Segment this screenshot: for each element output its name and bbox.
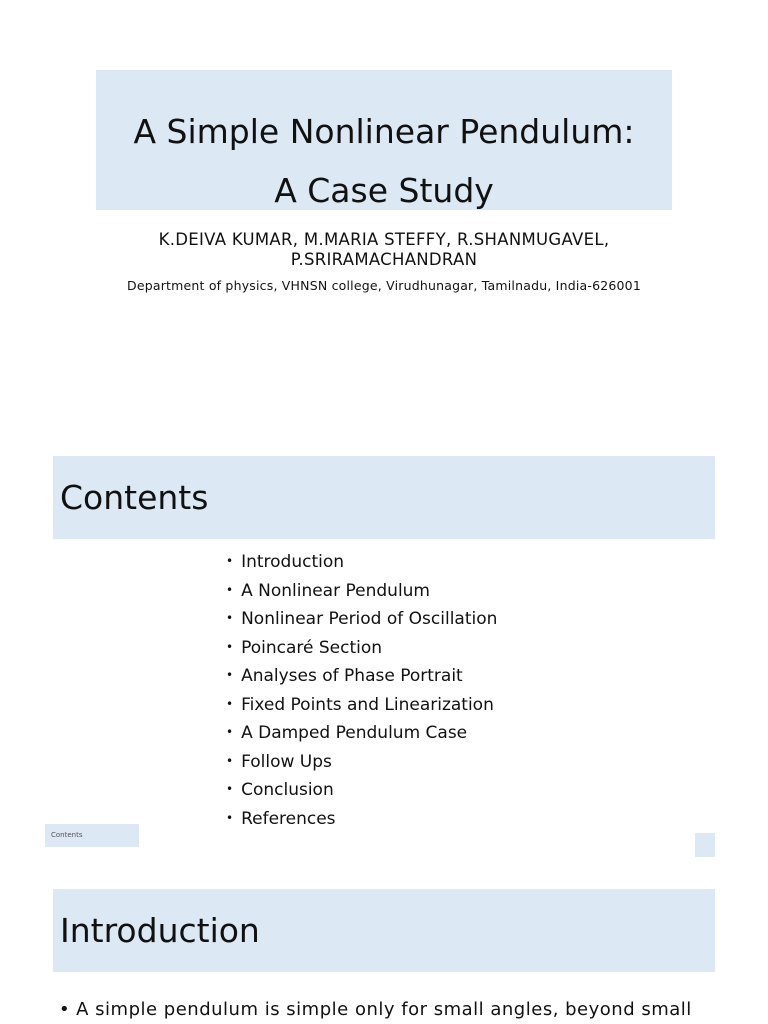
contents-list (226, 548, 497, 833)
contents-item: • A Damped Pendulum Case (226, 719, 497, 748)
affiliation: Department of physics, VHNSN college, Virudhunagar, Tamilnadu, India-626001 (127, 278, 641, 293)
contents-item: • Poincaré Section (226, 634, 497, 663)
contents-item: • References (226, 805, 497, 834)
slide-number-box (695, 833, 715, 857)
contents-heading-bar (53, 456, 715, 539)
contents-item: • Introduction (226, 548, 497, 577)
authors-line-1: K.DEIVA KUMAR, M.MARIA STEFFY, R.SHANMUGAVEL, (158, 230, 610, 249)
introduction-heading-bar (53, 889, 715, 972)
title-box (96, 70, 672, 210)
introduction-heading: Introduction (60, 911, 260, 950)
contents-item: • Nonlinear Period of Oscillation (226, 605, 497, 634)
contents-heading: Contents (60, 478, 209, 517)
slide-title-line-2: A Case Study (274, 171, 494, 210)
authors-line-2: P.SRIRAMACHANDRAN (290, 250, 478, 269)
contents-item: • Follow Ups (226, 748, 497, 777)
authors (96, 230, 672, 270)
slide-title-line-1: A Simple Nonlinear Pendulum: (133, 112, 635, 151)
slide-footer-label: Contents (45, 824, 139, 847)
contents-item: • Conclusion (226, 776, 497, 805)
contents-item: • A Nonlinear Pendulum (226, 577, 497, 606)
contents-item: • Fixed Points and Linearization (226, 691, 497, 720)
contents-item: • Analyses of Phase Portrait (226, 662, 497, 691)
introduction-bullet: • A simple pendulum is simple only for small angles, beyond small (59, 996, 719, 1024)
